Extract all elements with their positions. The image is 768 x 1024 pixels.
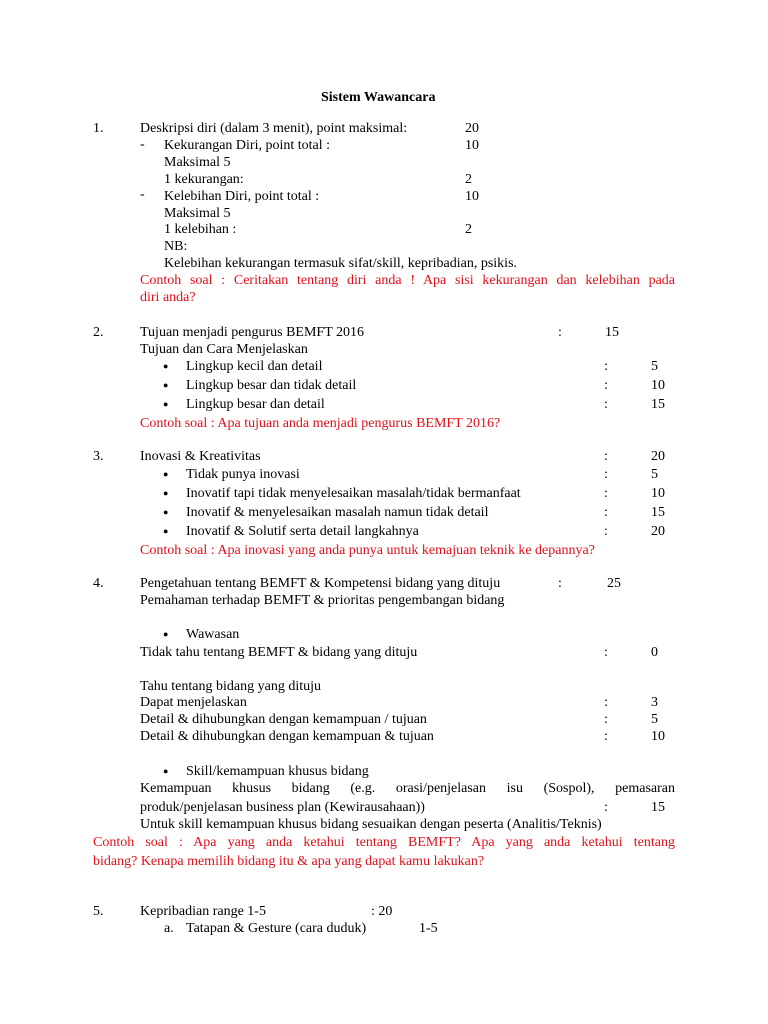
score-row-label: Detail & dihubungkan dengan kemampuan / tujuan [140,712,427,727]
list-item: ● Inovatif tapi tidak menyelesaikan masalah/tidak bermanfaat [186,485,521,502]
score-row-colon: : [604,729,608,744]
kekurangan-label: Kekurangan Diri, point total : [164,138,331,153]
list-item: ● Inovatif & menyelesaikan masalah namun tidak detail [186,504,488,521]
section-2-heading-value: 15 [605,325,619,340]
skill-value: 15 [651,800,665,815]
section-4-colon: : [558,576,562,591]
list-item-value: 5 [651,467,658,482]
example-question: Contoh soal : Ceritakan tentang diri anda ! Apa sisi kekurangan dan kelebihan pada [140,273,675,288]
list-item-value: 20 [651,524,665,539]
section-3-colon: : [604,449,608,464]
list-item-value: 15 [651,505,665,520]
section-1-number: 1. [93,121,104,136]
item-a-label: Tatapan & Gesture (cara duduk) [186,921,367,936]
score-row-value: 5 [651,712,658,727]
score-row-value: 3 [651,695,658,710]
section-5-heading-value: : 20 [371,904,393,919]
example-question: Contoh soal : Apa tujuan anda menjadi pengurus BEMFT 2016? [140,416,501,431]
item-a-value: 1-5 [419,921,438,936]
section-2-heading: Tujuan menjadi pengurus BEMFT 2016 [140,325,365,340]
list-item-colon: : [604,359,608,374]
tidak-tahu-value: 0 [651,645,658,660]
score-row-label: Detail & dihubungkan dengan kemampuan & tujuan [140,729,434,744]
skill-description: Kemampuan khusus bidang (e.g. orasi/penjelasan isu (Sospol), pemasaran [140,781,675,796]
list-item-colon: : [604,524,608,539]
list-item-value: 10 [651,486,665,501]
section-5-number: 5. [93,904,104,919]
list-item-value: 10 [651,378,665,393]
kekurangan-value: 10 [465,138,479,153]
nb-label: NB: [164,239,188,254]
score-row-label: Dapat menjelaskan [140,695,247,710]
example-question: Contoh soal : Apa inovasi yang anda punya untuk kemajuan teknik ke depannya? [140,543,595,558]
document-title: Sistem Wawancara [321,90,436,105]
list-item: ● Inovatif & Solutif serta detail langkahnya [186,523,419,540]
section-1-heading-value: 20 [465,121,479,136]
section-1-heading: Deskripsi diri (dalam 3 menit), point maksimal: [140,121,408,136]
section-4-heading-value: 25 [607,576,621,591]
list-item: ● Lingkup besar dan tidak detail [186,377,356,394]
example-question-cont: bidang? Kenapa memilih bidang itu & apa yang dapat kamu lakukan? [93,854,485,869]
list-item: ● Wawasan [186,626,239,643]
maksimal-label: Maksimal 5 [164,206,231,221]
kelebihan-value: 10 [465,189,479,204]
skill-note: Untuk skill kemampuan khusus bidang sesuaikan dengan peserta (Analitis/Teknis) [140,817,602,832]
section-2-number: 2. [93,325,104,340]
list-item-colon: : [604,397,608,412]
tidak-tahu-colon: : [604,645,608,660]
list-item: ● Skill/kemampuan khusus bidang [186,763,369,780]
section-4-subheading: Pemahaman terhadap BEMFT & prioritas pengembangan bidang [140,593,505,608]
satu-kekurangan-label: 1 kekurangan: [164,172,244,187]
dash-marker: - [140,187,145,202]
section-5-heading: Kepribadian range 1-5 [140,904,266,919]
list-item-value: 15 [651,397,665,412]
list-item: ● Lingkup kecil dan detail [186,358,322,375]
list-item: ● Tidak punya inovasi [186,466,300,483]
skill-description-cont: produk/penjelasan business plan (Kewirausahaan)) [140,800,425,815]
satu-kekurangan-value: 2 [465,172,472,187]
list-item-colon: : [604,378,608,393]
section-4-number: 4. [93,576,104,591]
satu-kelebihan-label: 1 kelebihan : [164,222,237,237]
nb-text: Kelebihan kekurangan termasuk sifat/skill, kepribadian, psikis. [164,256,518,271]
example-question-cont: diri anda? [140,290,196,305]
list-item-colon: : [604,505,608,520]
section-3-number: 3. [93,449,104,464]
kelebihan-label: Kelebihan Diri, point total : [164,189,320,204]
score-row-colon: : [604,695,608,710]
score-row-value: 10 [651,729,665,744]
section-3-heading: Inovasi & Kreativitas [140,449,261,464]
tidak-tahu-label: Tidak tahu tentang BEMFT & bidang yang dituju [140,645,418,660]
list-item-colon: : [604,486,608,501]
dash-marker: - [140,137,145,152]
satu-kelebihan-value: 2 [465,222,472,237]
maksimal-label: Maksimal 5 [164,155,231,170]
section-2-subheading: Tujuan dan Cara Menjelaskan [140,342,308,357]
section-2-colon: : [558,325,562,340]
score-row-colon: : [604,712,608,727]
list-item-colon: : [604,467,608,482]
tahu-label: Tahu tentang bidang yang dituju [140,679,321,694]
section-4-heading: Pengetahuan tentang BEMFT & Kompetensi bidang yang dituju [140,576,501,591]
example-question: Contoh soal : Apa yang anda ketahui tentang BEMFT? Apa yang anda ketahui tentang [93,835,675,850]
item-a-letter: a. [164,921,174,936]
list-item: ● Lingkup besar dan detail [186,396,325,413]
skill-colon: : [604,800,608,815]
list-item-value: 5 [651,359,658,374]
section-3-heading-value: 20 [651,449,665,464]
